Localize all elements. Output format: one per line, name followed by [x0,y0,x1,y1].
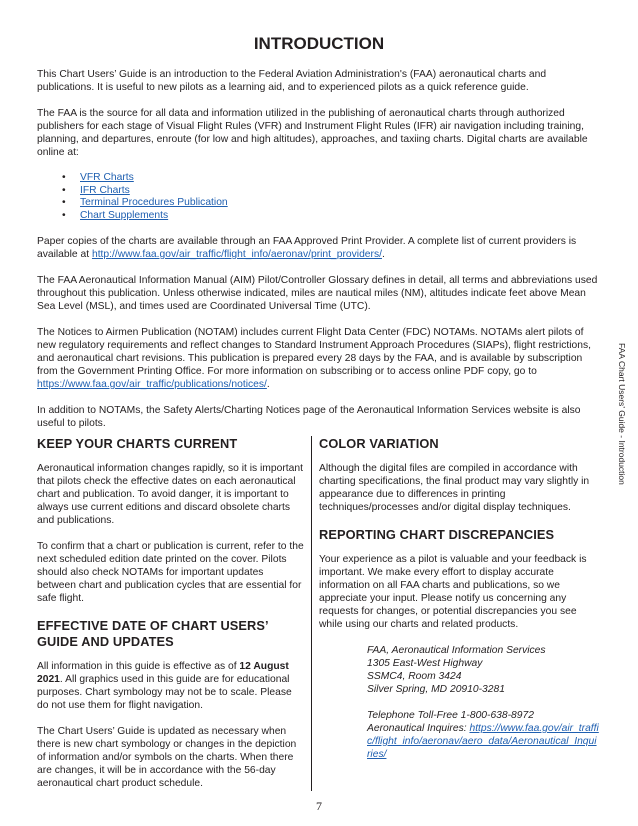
color-variation-paragraph: Although the digital files are compiled in accordance with charting specifications, the final product may vary slightly in appearance due to differences in printing techniques/processes and/or digital display techniques. [319,463,590,513]
intro-paragraph: In addition to NOTAMs, the Safety Alerts/Charting Notices page of the Aeronautical Information Services website is also useful to pilots. [37,405,581,429]
notam-text: The Notices to Airmen Publication (NOTAM) includes current Flight Data Center (FDC) NOTAMs. NOTAMs alert pilots of new regulatory requirements and reflect changes to Standard Instrument Approach Procedures (SIAPs), flight restrictions, and aeronautical chart revisions. This publication is prepared every 28 days by the FAA, and is available by subscription from the Government Printing Office. For more information on subscribing or to access online PDF copy, go to [37,327,592,377]
digital-charts-list [37,172,599,222]
notices-link[interactable]: https://www.faa.gov/air_traffic/publications/notices/ [37,379,267,390]
keep-charts-current-heading: KEEP YOUR CHARTS CURRENT [37,436,238,451]
address-line: Silver Spring, MD 20910-3281 [367,684,505,695]
left-column [37,436,305,803]
print-providers-text: Paper copies of the charts are available through an FAA Approved Print Provider. A complete list of current providers is available at [37,236,577,260]
effective-date-heading: EFFECTIVE DATE OF CHART USERS’ GUIDE AND UPDATES [37,618,268,649]
period: . [381,249,385,260]
chart-supplements-link[interactable]: Chart Supplements [80,209,169,221]
page-title: INTRODUCTION [253,34,385,53]
effective-date-paragraph: The Chart Users’ Guide is updated as necessary when there is new chart symbology or changes in the depiction of information and/or symbols on the charts. When there are changes, it will be in accordance with the 56-day aeronautical chart product schedule. [37,726,297,789]
reporting-paragraph: Your experience as a pilot is valuable and your feedback is important. We make every effort to display accurate information on all FAA charts and publications, so we appreciate your input. Please notify us concerning any requests for changes, or potential discrepancies you see while using our charts and related products. [319,554,587,630]
terminal-procedures-link[interactable]: Terminal Procedures Publication [80,197,228,208]
period: . [266,379,270,390]
telephone: Telephone Toll-Free 1-800-638-8972 [367,710,534,721]
print-providers-link[interactable]: http://www.faa.gov/air_traffic/flight_info/aeronav/print_providers/ [91,249,382,260]
intro-paragraph: The FAA is the source for all data and information utilized in the publishing of aeronautical charts through authorized publishers for each stage of Visual Flight Rules (VFR) and Instrument Flight Rules (IFR) air navigation including training, planning, and departures, enroute (for low and high altitudes), approaches, and taxiing charts. Digital charts are available online at: [37,108,588,158]
side-running-label: FAA Chart Users’ Guide - Introduction [617,343,627,485]
introduction-section [37,68,599,443]
intro-paragraph: The FAA Aeronautical Information Manual (AIM) Pilot/Controller Glossary defines in detail, all terms and abbreviations used throughout this publication. Unless otherwise indicated, miles are nautical miles (NM), altitudes indicate feet above Mean Sea Level (MSL), and times used are Coordinated Universal Time (UTC). [37,275,598,312]
aeronautical-inquiries-link[interactable]: https://www.faa.gov/air_traffic/flight_info/aeronav/aero_data/Aeronautical_Inquiries/ [367,723,599,760]
list-item [37,172,599,185]
contact-address [367,644,599,761]
address-line: SSMC4, Room 3424 [367,671,462,682]
right-column [319,436,599,761]
keep-charts-paragraph: Aeronautical information changes rapidly, so it is important that pilots check the effective dates on each aeronautical chart and publication. To avoid danger, it is important to always use current editions and discard obsolete charts and publications. [37,463,303,526]
keep-charts-paragraph: To confirm that a chart or publication is current, refer to the next scheduled edition date printed on the cover. Pilots should also check NOTAMs for important updates between chart and publication cycles that are essential for safe flight. [37,541,304,604]
address-line: 1305 East-West Highway [367,658,483,669]
list-item [37,185,599,198]
intro-paragraph [37,326,599,391]
vfr-charts-link[interactable]: VFR Charts [80,172,134,183]
inquires-label: Aeronautical Inquires: [367,723,470,734]
column-divider [311,436,312,791]
page-number: 7 [316,799,322,813]
effective-date-paragraph [37,660,305,712]
ifr-charts-link[interactable]: IFR Charts [80,184,130,196]
effective-text: . All graphics used in this guide are for educational purposes. Chart symbology may not be to scale. Please do not use them for flight navigation. [37,674,292,711]
list-item [37,210,599,223]
intro-paragraph [37,235,599,261]
intro-paragraph: This Chart Users’ Guide is an introduction to the Federal Aviation Administration's (FAA) aeronautical charts and publications. It is useful to new pilots as a learning aid, and to experienced pilots as a quick reference guide. [37,69,547,93]
address-line: FAA, Aeronautical Information Services [367,645,546,656]
color-variation-heading: COLOR VARIATION [319,436,439,451]
reporting-discrepancies-heading: REPORTING CHART DISCREPANCIES [319,527,555,542]
effective-date: 12 August 2021 [37,661,289,685]
list-item [37,197,599,210]
effective-text: All information in this guide is effective as of [37,661,240,672]
